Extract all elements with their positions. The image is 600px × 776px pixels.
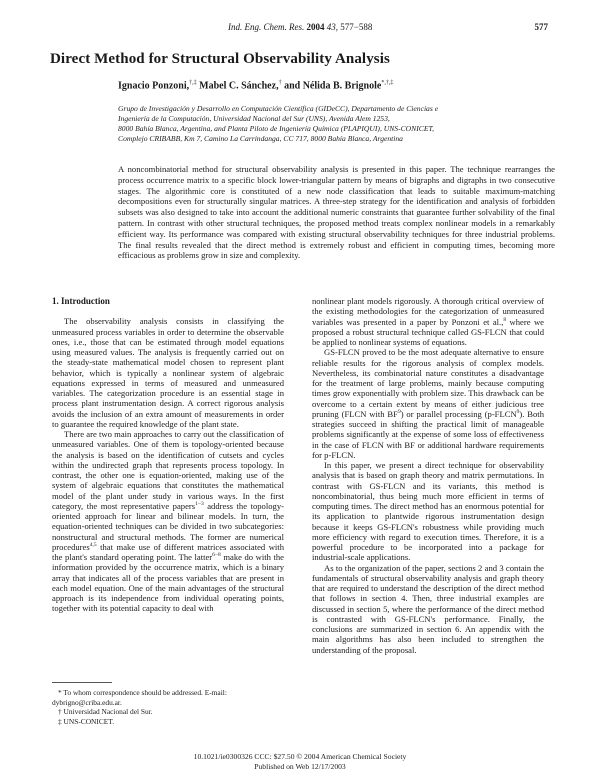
affiliation-line: 8000 Bahía Blanca, Argentina, and Planta Piloto de Ingeniería Química (PLAPIQUI), UNS-CONICET, [118,124,435,134]
abstract: A noncombinatorial method for structural observability analysis is presented in this paper. The technique rearranges the process occurrence matrix to a specific block lower-triangular pattern by means of bigraphs and digraphs in two consecutive stages. The algorithmic core is constituted of a new node classification that leads to suitable maximum-matching decompositions even for structurally singular matrices. A three-step strategy for the identification and analysis of forbidden subsets was also designed to take into account the additional numeric constraints that guarantee further solvability of the final pattern. In contrast with other structural techniques, the proposed method treats complex nonlinear models in a remarkably efficient way. Its performance was compared with existing structural observability techniques for three industrial problems. The final results revealed that the direct method is extremely robust and efficient in computing times, becoming more efficacious as problems grow in size and complexity. [118,164,555,261]
footnote-divider [52,682,112,683]
doi-line: 10.1021/ie0300326 CCC: $27.50 © 2004 American Chemical Society [193,752,407,761]
journal-name: Ind. Eng. Chem. Res. [228,22,305,32]
paragraph: There are two main approaches to carry out the classification of unmeasured variables. One of them is topology-oriented because the analysis is based on the identification of cutsets and cycles within the undirected graph that represents process topology. In contrast, the other one is equation-oriented, making use of the system of algebraic equations that constitutes the mathematical model of the plant under study in various ways. In the first category, the most representative papers$^{1-3}$ address the topology-oriented approach for linear and bilinear models. In turn, the equation-oriented techniques can be divided in two subcategories: nonstructural and structural methods. The former are numerical procedures$^{4,5}$ that make use of different matrices associated with the plant's standard operating point. The latter$^{6-8}$ make do with the information provided by the occurrence matrix, which is a binary array that indicates all of the process variables that are present in each model equation. One of the main advantages of the structural approach is its independence from individual operating points, together with its potential capacity to deal with [52,429,284,614]
affiliation-line: Complejo CRIBABB, Km 7, Camino La Carrindanga, CC 717, 8000 Bahía Blanca, Argentina [118,134,403,144]
author-name: and Nélida B. Brignole [284,80,382,92]
page-footer [0,752,600,771]
footnote: ‡ UNS-CONICET. [58,716,115,726]
affiliation-line: Grupo de Investigación y Desarrollo en Computación Científica (GIDeCC), Departamento de Ciencias e [118,104,439,113]
footnote: * To whom correspondence should be addressed. E-mail: dybrigno@criba.edu.ar. [52,688,227,707]
citation[interactable]: 4,5 [89,541,97,548]
affiliation-line: Ingeniería de la Computación, Universidad Nacional del Sur (UNS), Avenida Alem 1253, [118,114,390,124]
author-marker: † [278,80,282,86]
right-column [312,296,544,655]
paragraph: In this paper, we present a direct technique for observability analysis that is based on graph theory and matrix permutations. In contrast with GS-FLCN and its variants, this method is noncombinatorial, thus being much more efficient in terms of computing times. The direct method has an enormous potential for its application to plantwide rigorous instrumentation design because it keeps GS-FLCN's robustness while providing much more efficiency with regard to execution times. Therefore, it is a powerful procedure to be incorporated into a package for industrial-scale applications. [312,460,544,563]
footnotes [52,688,284,726]
author-marker: †,‡ [189,80,197,86]
section-heading: 1. Introduction [52,296,110,306]
author-list [118,80,558,91]
journal-volume: 43, [326,22,338,32]
author-name: Mabel C. Sánchez, [199,80,279,92]
journal-pages: 577−588 [340,22,373,32]
page-number: 577 [534,22,548,32]
author-name: Ignacio Ponzoni, [118,80,190,92]
citation[interactable]: 9 [397,408,401,415]
citation[interactable]: 9 [516,408,520,415]
left-column [52,296,284,614]
author-marker: *,†,‡ [381,80,394,86]
citation[interactable]: 6−8 [212,552,221,559]
paragraph: nonlinear plant models rigorously. A thorough critical overview of the existing methodologies for the categorization of unmeasured variables was presented in a paper by Ponzoni et al.,$^8$ where we proposed a robust structural technique called GS-FLCN that could be applied to nonlinear systems of equations. [312,296,544,347]
journal-year: 2004 [306,22,325,32]
footnote: † Universidad Nacional del Sur. [58,707,153,717]
citation[interactable]: 8 [503,316,507,323]
paragraph: The observability analysis consists in classifying the unmeasured process variables in order to determine the observable ones, i.e., those that can be estimated through model equations using measured values. The analysis is frequently carried out on the steady-state mathematical model chosen to represent plant behavior, which is typically a nonlinear system of algebraic equations expressed in terms of measured and unmeasured variables. The categorization procedure is an essential stage in process plant instrumentation design. A correct rigorous analysis avoids the inclusion of an extra amount of measurements in order to guarantee the required knowledge of the plant state. [52,316,284,429]
publication-date: Published on Web 12/17/2003 [254,761,346,771]
running-head [228,22,548,32]
affiliation-block [118,104,558,144]
citation[interactable]: 1−3 [195,500,204,507]
paragraph: As to the organization of the paper, sections 2 and 3 contain the fundamentals of structural observability analysis and graph theory that are required to understand the description of the direct method that follows in section 4. Then, three industrial examples are discussed in section 5, where the performance of the direct method is contrasted with GS-FLCN's performance. Finally, the conclusions are summarized in section 6. An appendix with the main algorithms has also been included to strengthen the understanding of the proposal. [312,562,544,655]
paper-title: Direct Method for Structural Observability Analysis [50,51,390,67]
paragraph: GS-FLCN proved to be the most adequate alternative to ensure reliable results for the rigorous analysis of complex models. Nevertheless, its combinatorial nature constitutes a disadvantage for the treatment of large problems, mainly because computing times grow exponentially with problem size. This drawback can be overcome to a certain extent by means of either judicious tree pruning (FLCN with $BF^9$) or parallel processing (p-FLCN$^9$). Both strategies succeed in shifting the practical limit of manageable problems significantly at the expense of some loss of effectiveness in the case of FLCN with BF or additional hardware requirements for p-FLCN. [312,347,544,460]
